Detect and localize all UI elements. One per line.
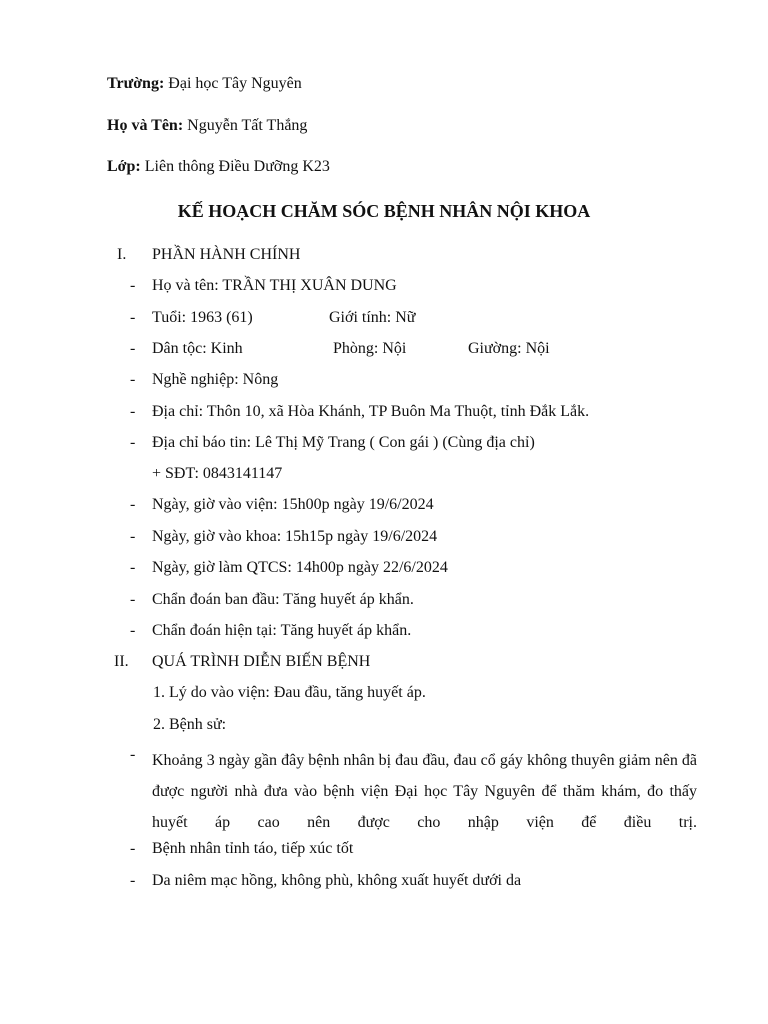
- list-item: [0, 871, 768, 891]
- history-paragraph: Khoảng 3 ngày gần đây bệnh nhân bị đau đầu, đau cổ gáy không thuyên giảm nên đã được người nhà đưa vào bệnh viện Đại học Tây Nguyên để thăm khám, đo thấy huyết áp cao nên được cho nhập viện để điều trị.: [152, 752, 697, 831]
- patient-age: Tuổi: 1963 (61): [152, 309, 253, 326]
- section-2-numeral: II.: [114, 653, 129, 670]
- patient-name: Họ và tên: TRẦN THỊ XUÂN DUNG: [152, 277, 397, 294]
- bullet: -: [130, 746, 136, 763]
- admission-hospital: Ngày, giờ vào viện: 15h00p ngày 19/6/2024: [152, 496, 434, 513]
- list-item: [0, 339, 768, 359]
- student-name-label: Họ và Tên:: [107, 117, 184, 134]
- patient-bed: Giường: Nội: [468, 340, 550, 357]
- list-item: [0, 402, 768, 422]
- bullet: -: [130, 309, 136, 326]
- bullet: -: [130, 277, 136, 294]
- list-item: [0, 745, 768, 831]
- bullet: -: [130, 403, 136, 420]
- patient-address: Địa chỉ: Thôn 10, xã Hòa Khánh, TP Buôn Ma Thuột, tỉnh Đắk Lắk.: [152, 403, 590, 420]
- bullet: -: [130, 340, 136, 357]
- bullet: -: [130, 622, 136, 639]
- list-item: [0, 433, 768, 453]
- bullet: -: [130, 434, 136, 451]
- list-item: [0, 308, 768, 328]
- bullet: -: [130, 528, 136, 545]
- admission-ward: Ngày, giờ vào khoa: 15h15p ngày 19/6/2024: [152, 528, 438, 545]
- medical-history-heading: 2. Bệnh sử:: [153, 716, 227, 733]
- list-item: [0, 464, 768, 484]
- class-line: [107, 157, 330, 177]
- contact-phone: + SĐT: 0843141147: [152, 465, 283, 482]
- patient-ethnicity: Dân tộc: Kinh: [152, 340, 243, 357]
- school-label: Trường:: [107, 75, 165, 92]
- bullet: -: [130, 591, 136, 608]
- current-diagnosis: Chẩn đoán hiện tại: Tăng huyết áp khẩn.: [152, 622, 412, 639]
- care-process-time: Ngày, giờ làm QTCS: 14h00p ngày 22/6/2024: [152, 559, 448, 576]
- list-item: [0, 495, 768, 515]
- bullet: -: [130, 559, 136, 576]
- list-item: [0, 527, 768, 547]
- school-value: Đại học Tây Nguyên: [168, 75, 302, 92]
- patient-alertness: Bệnh nhân tỉnh táo, tiếp xúc tốt: [152, 840, 354, 857]
- class-value: Liên thông Điều Dưỡng K23: [144, 158, 330, 175]
- bullet: -: [130, 840, 136, 857]
- class-label: Lớp:: [107, 158, 141, 175]
- student-name-value: Nguyễn Tất Thắng: [187, 117, 308, 134]
- bullet: -: [130, 371, 136, 388]
- skin-condition: Da niêm mạc hồng, không phù, không xuất huyết dưới da: [152, 872, 522, 889]
- list-item: [0, 590, 768, 610]
- contact-address: Địa chỉ báo tin: Lê Thị Mỹ Trang ( Con gái ) (Cùng địa chỉ): [152, 434, 535, 451]
- section-1-title: PHẦN HÀNH CHÍNH: [152, 246, 301, 263]
- list-item: [0, 839, 768, 859]
- section-2-heading: [0, 652, 768, 672]
- list-item: [0, 558, 768, 578]
- section-2-title: QUÁ TRÌNH DIỄN BIẾN BỆNH: [152, 653, 371, 670]
- list-item: [0, 621, 768, 641]
- list-item: [0, 276, 768, 296]
- patient-room: Phòng: Nội: [333, 340, 407, 357]
- section-1-numeral: I.: [117, 246, 127, 263]
- document-title: KẾ HOẠCH CHĂM SÓC BỆNH NHÂN NỘI KHOA: [177, 201, 591, 221]
- bullet: -: [130, 872, 136, 889]
- school-line: [107, 74, 302, 94]
- student-name-line: [107, 116, 307, 136]
- initial-diagnosis: Chẩn đoán ban đầu: Tăng huyết áp khẩn.: [152, 591, 414, 608]
- bullet: -: [130, 496, 136, 513]
- patient-gender: Giới tính: Nữ: [329, 309, 416, 326]
- patient-occupation: Nghề nghiệp: Nông: [152, 371, 279, 388]
- section-1-heading: [0, 245, 768, 265]
- list-item: [0, 370, 768, 390]
- reason-for-admission: 1. Lý do vào viện: Đau đầu, tăng huyết áp.: [153, 684, 426, 701]
